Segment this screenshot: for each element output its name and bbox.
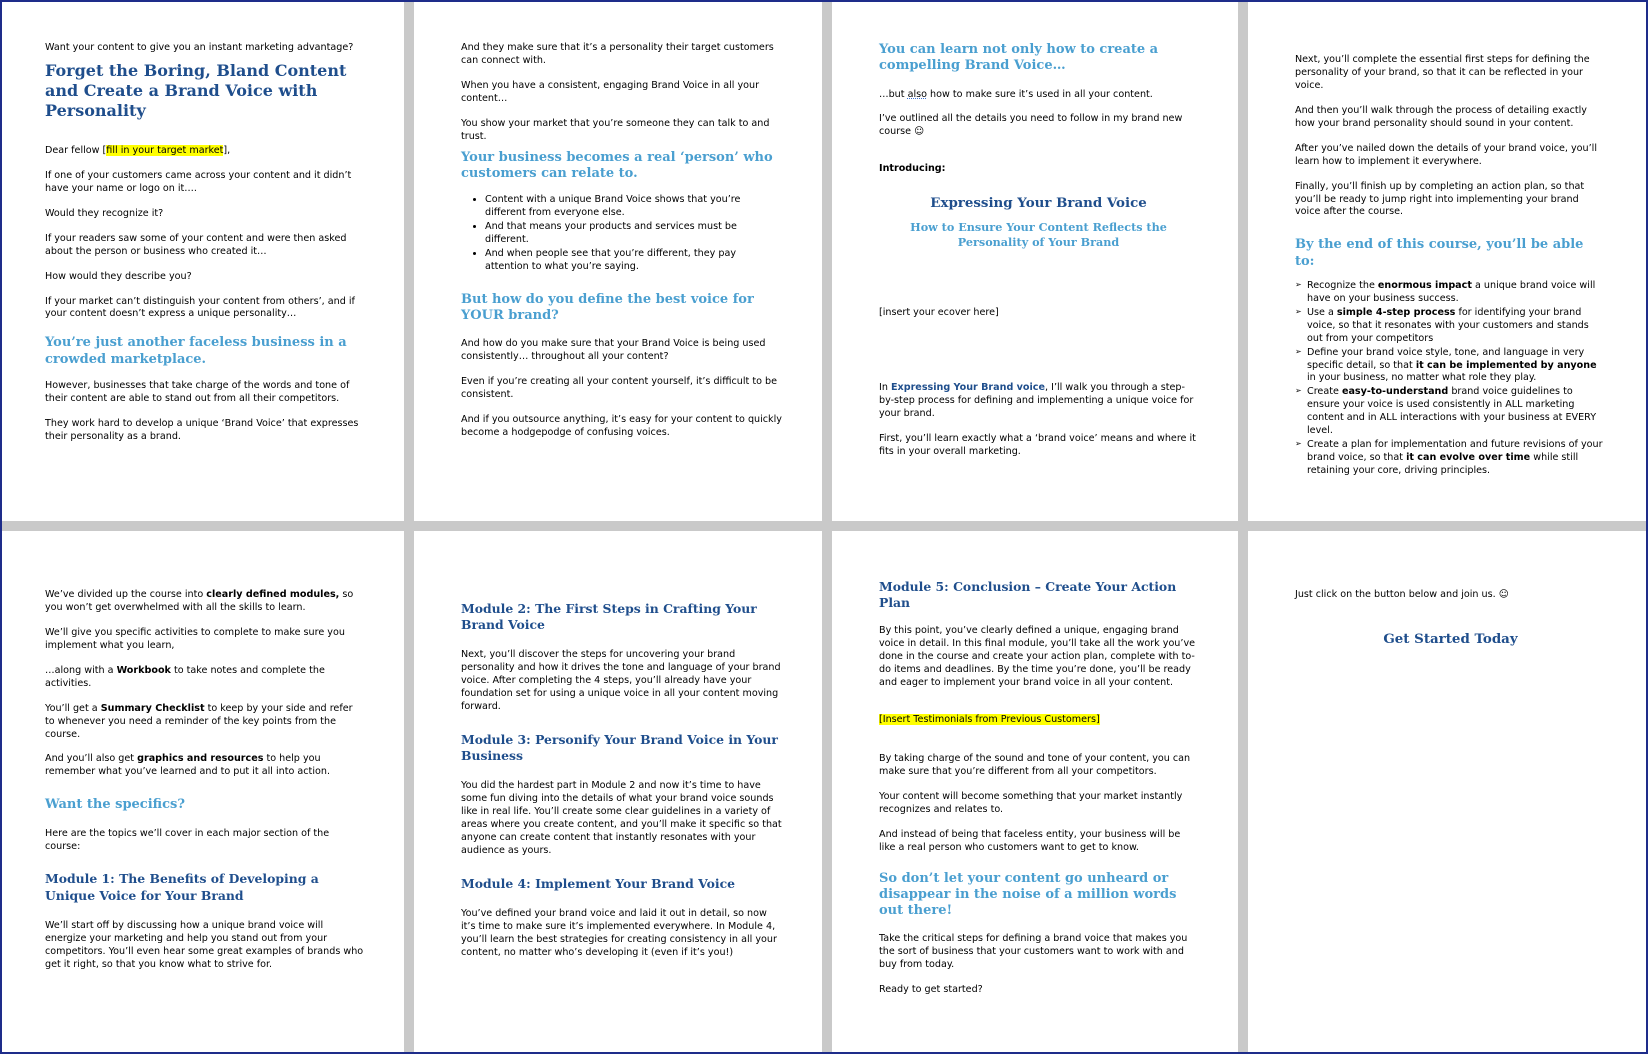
intro-text: Want your content to give you an instant marketing advantage? <box>45 42 354 53</box>
paragraph: And you’ll also get graphics and resources to help you remember what you’ve learned and to put it all into action. <box>45 753 330 778</box>
get-started-button[interactable]: Get Started Today <box>1383 630 1518 647</box>
list-item: ➢ Define your brand voice style, tone, and language in very specific detail, so that it can be implemented by anyone in your business, no matter what role they play. <box>1295 347 1606 386</box>
section-heading: You’re just another faceless business in a crowded marketplace. <box>45 335 347 367</box>
section-heading: But how do you define the best voice for YOUR brand? <box>461 291 754 323</box>
paragraph: However, businesses that take charge of the words and tone of their content are able to stand out from all their competitors. <box>45 379 350 404</box>
paragraph: Ready to get started? <box>879 984 983 996</box>
paragraph: First, you’ll learn exactly what a ‘brand voice’ means and where it fits in your overall marketing. <box>879 433 1196 458</box>
outcomes-list <box>1295 280 1606 478</box>
page-8 <box>1248 531 1646 1052</box>
module-3-title: Module 3: Personify Your Brand Voice in Your Business <box>461 731 778 764</box>
paragraph: You’ll get a Summary Checklist to keep by your side and refer to whenever you need a reminder of the key points from the course. <box>45 702 353 740</box>
paragraph: And instead of being that faceless entity, your business will be like a real person who customers want to get to know. <box>879 828 1181 853</box>
list-item: ➢ Create easy-to-understand brand voice guidelines to ensure your voice is used consistently in ALL marketing content and in ALL interactions with your business at EVERY level. <box>1295 386 1606 438</box>
paragraph: Your content will become something that your market instantly recognizes and relates to. <box>879 790 1183 815</box>
list-item: ➢ Recognize the enormous impact a unique brand voice will have on your business success. <box>1295 280 1606 306</box>
page-6 <box>414 531 822 1052</box>
paragraph: …along with a Workbook to take notes and complete the activities. <box>45 664 325 689</box>
list-item: ➢ Create a plan for implementation and future revisions of your brand voice, so that it can evolve over time while still retaining your core, driving principles. <box>1295 439 1606 478</box>
page-4 <box>1248 2 1646 521</box>
paragraph: And how do you make sure that your Brand Voice is being used consistently… throughout all your content? <box>461 338 766 363</box>
paragraph: By taking charge of the sound and tone of your content, you can make sure that you’re different from all your competitors. <box>879 752 1191 777</box>
paragraph: …but also how to make sure it’s used in all your content. <box>879 88 1153 100</box>
introducing-label: Introducing: <box>879 163 946 175</box>
list-item: • Content with a unique Brand Voice shows that you’re different from everyone else. <box>485 194 782 220</box>
product-title: Expressing Your Brand Voice <box>930 195 1147 212</box>
paragraph: If one of your customers came across your content and it didn’t have your name or logo on it…. <box>45 169 352 194</box>
paragraph: Just click on the button below and join us. ☺ <box>1295 589 1509 600</box>
list-item: ➢ Use a simple 4-step process for identifying your brand voice, so that it resonates with your customers and stands out from your competitors <box>1295 307 1606 346</box>
salutation: Dear fellow [fill in your target market], <box>45 144 231 156</box>
paragraph: After you’ve nailed down the details of your brand voice, you’ll learn how to implement it everywhere. <box>1295 142 1598 167</box>
paragraph: We’ll give you specific activities to complete to make sure you implement what you learn, <box>45 626 345 651</box>
paragraph: When you have a consistent, engaging Brand Voice in all your content… <box>461 79 760 104</box>
module-4-title: Module 4: Implement Your Brand Voice <box>461 875 736 891</box>
paragraph: And if you outsource anything, it’s easy for your content to quickly become a hodgepodge of confusing voices. <box>461 414 782 438</box>
paragraph: We’ve divided up the course into clearly defined modules, so you won’t get overwhelmed with all the skills to learn. <box>45 589 354 613</box>
section-heading: By the end of this course, you’ll be able to: <box>1295 237 1584 269</box>
paragraph: Even if you’re creating all your content yourself, it’s difficult to be consistent. <box>461 376 777 401</box>
benefit-list <box>461 194 782 274</box>
paragraph: They work hard to develop a unique ‘Brand Voice’ that expresses their personality as a brand. <box>45 417 359 442</box>
target-market-placeholder: fill in your target market <box>106 144 224 156</box>
module-4-text: You’ve defined your brand voice and laid it out in detail, so now it’s time to make sure it’s implemented everywhere. In Module 4, you’ll learn the best strategies for creating consistency in all your content, no matter who’s developing it (even if it’s you!) <box>461 907 777 958</box>
module-2-title: Module 2: The First Steps in Crafting Your Brand Voice <box>461 601 757 633</box>
page-7 <box>832 531 1238 1052</box>
paragraph: If your readers saw some of your content and were then asked about the person or business who created it… <box>45 232 347 257</box>
paragraph: I’ve outlined all the details you need to follow in my brand new course ☺ <box>879 113 1183 138</box>
page-5 <box>2 531 404 1052</box>
testimonials-placeholder: [Insert Testimonials from Previous Customers] <box>879 713 1100 725</box>
paragraph: Take the critical steps for defining a brand voice that makes you the sort of business that your customers want to work with and buy from today. <box>879 933 1188 971</box>
list-item: • And when people see that you’re different, they pay attention to what you’re saying. <box>485 248 782 274</box>
section-heading: Want the specifics? <box>45 797 185 813</box>
paragraph: And they make sure that it’s a personality their target customers can connect with. <box>461 42 774 66</box>
paragraph: And then you’ll walk through the process of detailing exactly how your brand personality should sound in your content. <box>1295 104 1587 129</box>
ecover-placeholder: [insert your ecover here] <box>879 307 999 319</box>
paragraph: How would they describe you? <box>45 270 192 282</box>
page-3 <box>832 2 1238 521</box>
module-3-text: You did the hardest part in Module 2 and now it’s time to have some fun diving into the details of what your brand voice sounds like in real life. You’ll create some clear guidelines in a variety of areas where you create content, and you’ll make it specific so that anyone can create content that instantly resonates with your audience as yours. <box>461 780 782 856</box>
section-heading: So don’t let your content go unheard or disappear in the noise of a million words out there! <box>879 870 1177 918</box>
paragraph: Would they recognize it? <box>45 207 164 219</box>
page-title: Forget the Boring, Bland Content and Create a Brand Voice with Personality <box>45 60 347 120</box>
module-1-text: We’ll start off by discussing how a unique brand voice will energize your marketing and help you stand out from your competitors. You’ll even hear some great examples of brands who get it right, so that you know what to strive for. <box>45 919 364 970</box>
module-5-title: Module 5: Conclusion – Create Your Action Plan <box>879 579 1177 611</box>
paragraph: You show your market that you’re someone they can talk to and trust. <box>461 117 770 142</box>
paragraph: If your market can’t distinguish your content from others’, and if your content doesn’t express a unique personality… <box>45 295 355 320</box>
module-5-text: By this point, you’ve clearly defined a unique, engaging brand voice in detail. In this final module, you’ll take all the work you’ve done in the course and create your action plan, complete with to-do items and deadlines. By the time you’re done, you’ll be ready and eager to implement your brand voice in all your content. <box>879 625 1196 688</box>
section-heading: Your business becomes a real ‘person’ who customers can relate to. <box>461 149 773 181</box>
module-2-text: Next, you’ll discover the steps for uncovering your brand personality and how it drives the tone and language of your brand voice. After completing the 4 steps, you’ll already have your foundation set for using a unique voice in all your content moving forward. <box>461 649 781 712</box>
list-item: • And that means your products and services must be different. <box>485 221 782 247</box>
paragraph: Finally, you’ll finish up by completing an action plan, so that you’ll be ready to jump right into implementing your brand voice after the course. <box>1295 180 1585 218</box>
section-heading: You can learn not only how to create a compelling Brand Voice… <box>879 42 1159 74</box>
module-1-title: Module 1: The Benefits of Developing a Unique Voice for Your Brand <box>45 871 319 903</box>
page-1 <box>2 2 404 521</box>
page-2 <box>414 2 822 521</box>
paragraph: Next, you’ll complete the essential first steps for defining the personality of your brand, so that it can be reflected in your voice. <box>1295 54 1590 91</box>
paragraph: In Expressing Your Brand voice, I’ll walk you through a step-by-step process for defining and implementing a unique voice for your brand. <box>879 382 1194 420</box>
paragraph: Here are the topics we’ll cover in each major section of the course: <box>45 827 330 852</box>
product-subtitle: How to Ensure Your Content Reflects the Personality of Your Brand <box>910 220 1167 249</box>
